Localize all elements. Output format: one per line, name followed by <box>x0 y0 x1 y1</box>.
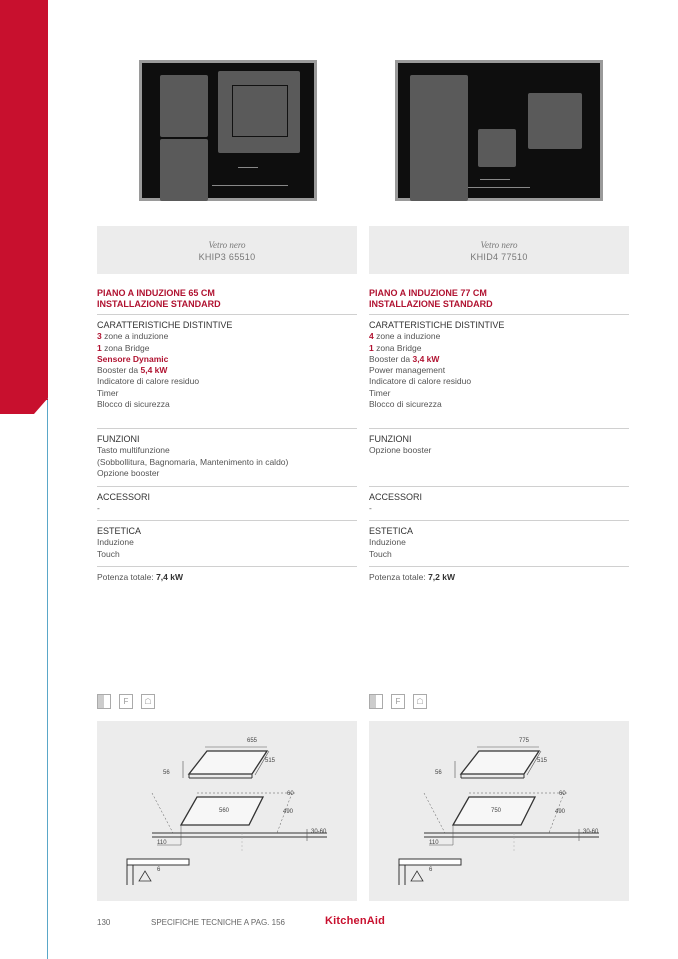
dimension-label: 30-60 <box>311 829 327 835</box>
cooking-zone <box>478 129 516 167</box>
feature-text: Indicatore di calore residuo <box>369 376 472 387</box>
feature-text: zone a induzione <box>101 331 169 342</box>
dimension-label: 490 <box>283 809 294 815</box>
functions-section <box>369 434 629 457</box>
finish-label: Vetro nero <box>208 240 246 250</box>
feature-text: zone a induzione <box>373 331 441 342</box>
feature-item <box>97 354 357 365</box>
feature-highlight: 1 <box>369 342 374 353</box>
feature-text: Blocco di sicurezza <box>369 399 442 410</box>
cooking-zone <box>410 129 468 201</box>
cooking-zone <box>232 85 288 137</box>
feature-text: Booster da <box>369 353 413 364</box>
induction-icon <box>369 694 383 709</box>
aesthetic-item: Touch <box>97 548 120 559</box>
feature-icons <box>97 694 163 710</box>
cooktop-image <box>139 60 317 201</box>
power-value: 7,4 kW <box>156 572 184 582</box>
side-red-band <box>0 0 48 400</box>
product-name-box <box>97 226 357 274</box>
function-item: Opzione booster <box>97 467 160 478</box>
feature-highlight: Sensore Dynamic <box>97 353 169 364</box>
feature-item <box>97 343 357 354</box>
total-power <box>369 572 629 583</box>
divider <box>369 486 629 487</box>
feature-text: Power management <box>369 365 446 376</box>
section-heading: CARATTERISTICHE DISTINTIVE <box>369 320 505 330</box>
red-tab <box>0 398 48 414</box>
divider <box>47 400 48 959</box>
dimension-label: 56 <box>163 770 170 776</box>
dimension-label: 110 <box>157 840 167 846</box>
section-heading: ACCESSORI <box>97 492 151 502</box>
cooking-zone <box>160 75 208 137</box>
dimension-label: 515 <box>265 758 276 764</box>
feature-highlight: 4 <box>369 331 374 342</box>
function-item: (Sobbollitura, Bagnomaria, Mantenimento in caldo) <box>97 456 289 467</box>
divider <box>97 520 357 521</box>
divider <box>97 314 357 315</box>
features-section <box>369 320 629 410</box>
title-line: INSTALLAZIONE STANDARD <box>369 299 493 309</box>
divider <box>369 520 629 521</box>
total-power <box>97 572 357 583</box>
dimension-label: 110 <box>429 840 439 846</box>
product-code: KHIP3 65510 <box>198 252 256 262</box>
dimension-label: 60 <box>287 791 294 797</box>
feature-item <box>97 331 357 342</box>
dimension-label: 515 <box>537 758 548 764</box>
title-line: PIANO A INDUZIONE 65 CM <box>97 288 215 298</box>
feature-text: Timer <box>97 387 119 398</box>
feature-item <box>369 331 629 342</box>
section-heading: CARATTERISTICHE DISTINTIVE <box>97 320 233 330</box>
feature-item <box>369 354 629 365</box>
f-icon: F <box>391 694 405 709</box>
control-strip <box>480 179 510 180</box>
cooktop-glass <box>398 63 600 198</box>
specs-reference: SPECIFICHE TECNICHE A PAG. 156 <box>151 918 285 927</box>
accessory-item: - <box>97 503 100 514</box>
dimension-label: 775 <box>519 738 530 744</box>
installation-diagram <box>369 721 629 901</box>
aesthetic-item: Touch <box>369 548 392 559</box>
finish-label: Vetro nero <box>480 240 518 250</box>
dimension-label: 6 <box>429 867 433 873</box>
feature-item <box>97 365 357 376</box>
feature-text: Indicatore di calore residuo <box>97 376 200 387</box>
dimension-label: 655 <box>247 738 258 744</box>
cooktop-glass <box>142 63 314 198</box>
feature-item <box>97 399 357 410</box>
aesthetic-item: Induzione <box>97 537 134 548</box>
divider <box>369 566 629 567</box>
title-line: PIANO A INDUZIONE 77 CM <box>369 288 487 298</box>
dimension-label: 30-60 <box>583 829 599 835</box>
section-heading: ESTETICA <box>369 526 414 536</box>
feature-item <box>97 388 357 399</box>
accessories-section <box>97 492 357 515</box>
product-title <box>369 288 629 310</box>
accessory-item: - <box>369 503 372 514</box>
feature-highlight: 3 <box>97 331 102 342</box>
control-strip <box>238 167 258 168</box>
dimension-label: 560 <box>219 808 230 814</box>
dimension-label: 490 <box>555 809 566 815</box>
aesthetics-section <box>369 526 629 560</box>
power-label: Potenza totale: <box>369 572 429 582</box>
induction-icon <box>97 694 111 709</box>
feature-text: Timer <box>369 387 391 398</box>
installation-diagram <box>97 721 357 901</box>
feature-item <box>369 376 629 387</box>
cooktop-icon: ☖ <box>141 694 155 709</box>
function-item: Opzione booster <box>369 445 432 456</box>
cooking-zone <box>160 139 208 201</box>
divider <box>97 566 357 567</box>
feature-text: Blocco di sicurezza <box>97 399 170 410</box>
control-strip <box>212 185 288 186</box>
feature-item <box>369 343 629 354</box>
brand-logo: KitchenAid <box>325 915 386 927</box>
power-value: 7,2 kW <box>428 572 456 582</box>
dimension-label: 6 <box>157 867 161 873</box>
product-title <box>97 288 357 310</box>
title-line: INSTALLAZIONE STANDARD <box>97 299 221 309</box>
feature-item <box>369 388 629 399</box>
feature-item <box>369 399 629 410</box>
feature-icons <box>369 694 435 710</box>
section-heading: FUNZIONI <box>97 434 140 444</box>
divider <box>97 486 357 487</box>
control-strip <box>468 187 530 188</box>
divider <box>369 428 629 429</box>
feature-text: Booster da <box>97 365 141 376</box>
dimension-label: 56 <box>435 770 442 776</box>
section-heading: ESTETICA <box>97 526 142 536</box>
features-section <box>97 320 357 410</box>
dimension-label: 750 <box>491 808 502 814</box>
feature-highlight: 1 <box>97 342 102 353</box>
feature-item <box>369 365 629 376</box>
page-number: 130 <box>97 918 111 927</box>
f-icon: F <box>119 694 133 709</box>
feature-item <box>97 376 357 387</box>
dimension-label: 60 <box>559 791 566 797</box>
feature-highlight: 3,4 kW <box>412 353 440 364</box>
divider <box>97 428 357 429</box>
product-code: KHID4 77510 <box>470 252 528 262</box>
aesthetic-item: Induzione <box>369 537 406 548</box>
feature-highlight: 5,4 kW <box>140 365 168 376</box>
functions-section <box>97 434 357 479</box>
cooking-zone <box>528 93 582 149</box>
divider <box>369 314 629 315</box>
function-item: Tasto multifunzione <box>97 445 170 456</box>
aesthetics-section <box>97 526 357 560</box>
section-heading: ACCESSORI <box>369 492 423 502</box>
cooktop-icon: ☖ <box>413 694 427 709</box>
cooktop-image <box>395 60 603 201</box>
section-heading: FUNZIONI <box>369 434 412 444</box>
power-label: Potenza totale: <box>97 572 157 582</box>
product-name-box <box>369 226 629 274</box>
feature-text: zona Bridge <box>373 342 422 353</box>
feature-text: zona Bridge <box>101 342 150 353</box>
accessories-section <box>369 492 629 515</box>
